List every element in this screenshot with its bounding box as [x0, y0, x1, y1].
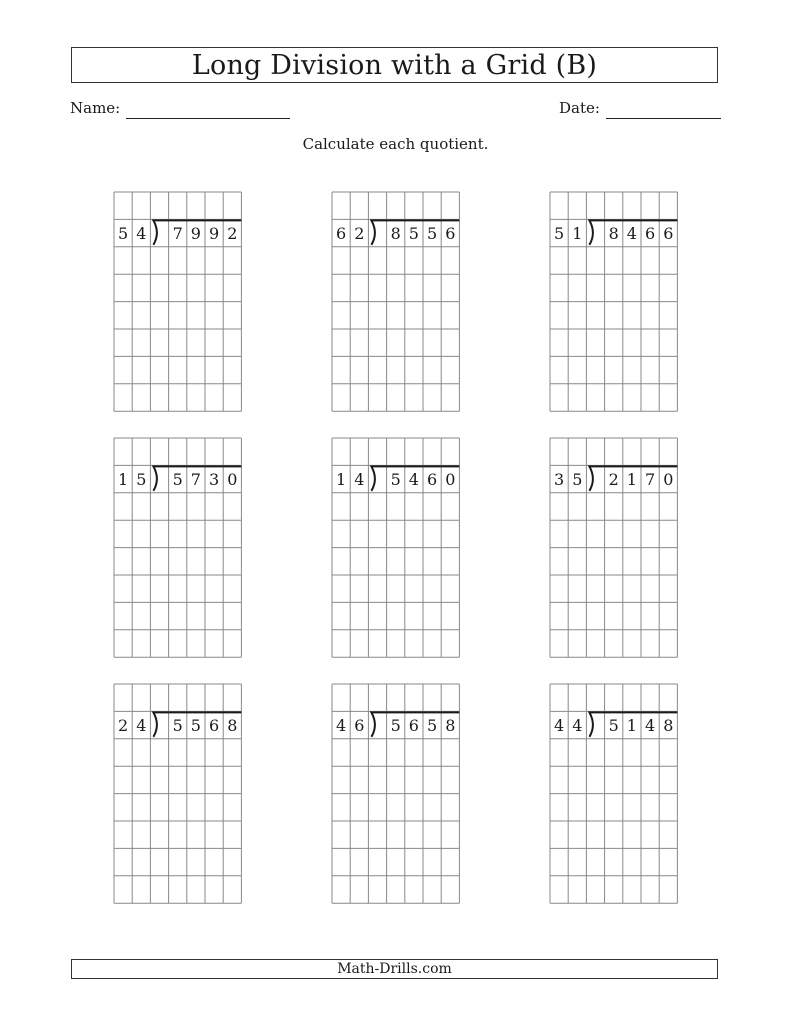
footer	[71, 959, 718, 979]
dividend-digit: 6	[427, 470, 438, 490]
division-grid	[331, 191, 460, 412]
divisor-digit: 5	[118, 224, 129, 244]
dividend-digit: 8	[608, 224, 619, 244]
dividend-digit: 8	[227, 716, 238, 736]
dividend-digit: 5	[427, 224, 438, 244]
dividend-digit: 9	[209, 224, 220, 244]
date-line[interactable]	[606, 118, 721, 119]
dividend-digit: 8	[663, 716, 674, 736]
division-problem[interactable]	[113, 683, 242, 904]
footer-text: Math-Drills.com	[337, 961, 452, 977]
worksheet-title	[71, 47, 718, 83]
dividend-digit: 4	[626, 224, 637, 244]
dividend-digit: 0	[445, 470, 456, 490]
dividend-digit: 6	[663, 224, 674, 244]
dividend-digit: 6	[445, 224, 456, 244]
divisor-digit: 4	[336, 716, 347, 736]
division-grid	[331, 683, 460, 904]
dividend-digit: 5	[427, 716, 438, 736]
dividend-digit: 7	[172, 224, 183, 244]
divisor-digit: 5	[554, 224, 565, 244]
dividend-digit: 8	[390, 224, 401, 244]
division-problem[interactable]	[549, 191, 678, 412]
instructions: Calculate each quotient.	[302, 135, 489, 153]
divisor-digit: 4	[554, 716, 565, 736]
dividend-digit: 5	[408, 224, 419, 244]
dividend-digit: 2	[608, 470, 619, 490]
division-problem[interactable]	[549, 683, 678, 904]
dividend-digit: 6	[209, 716, 220, 736]
division-grid	[549, 437, 678, 658]
division-problem[interactable]	[113, 191, 242, 412]
dividend-digit: 4	[408, 470, 419, 490]
dividend-digit: 6	[408, 716, 419, 736]
dividend-digit: 8	[445, 716, 456, 736]
divisor-digit: 4	[572, 716, 583, 736]
divisor-digit: 4	[354, 470, 365, 490]
divisor-digit: 4	[136, 224, 147, 244]
dividend-digit: 7	[190, 470, 201, 490]
dividend-digit: 1	[626, 716, 637, 736]
dividend-digit: 0	[663, 470, 674, 490]
division-grid	[331, 437, 460, 658]
divisor-digit: 6	[336, 224, 347, 244]
dividend-digit: 6	[645, 224, 656, 244]
name-line[interactable]	[126, 118, 290, 119]
division-problem[interactable]	[549, 437, 678, 658]
divisor-digit: 2	[354, 224, 365, 244]
divisor-digit: 6	[354, 716, 365, 736]
dividend-digit: 9	[190, 224, 201, 244]
division-grid	[549, 683, 678, 904]
divisor-digit: 5	[136, 470, 147, 490]
divisor-digit: 4	[136, 716, 147, 736]
divisor-digit: 1	[336, 470, 347, 490]
divisor-digit: 1	[118, 470, 129, 490]
dividend-digit: 3	[209, 470, 220, 490]
division-grid	[113, 437, 242, 658]
division-problem[interactable]	[331, 191, 460, 412]
dividend-digit: 7	[645, 470, 656, 490]
division-problem[interactable]	[331, 437, 460, 658]
division-grid	[549, 191, 678, 412]
division-grid	[113, 683, 242, 904]
dividend-digit: 1	[626, 470, 637, 490]
division-grid	[113, 191, 242, 412]
dividend-digit: 4	[645, 716, 656, 736]
dividend-digit: 5	[172, 716, 183, 736]
dividend-digit: 5	[172, 470, 183, 490]
dividend-digit: 2	[227, 224, 238, 244]
dividend-digit: 5	[390, 716, 401, 736]
date-label: Date:	[559, 99, 600, 117]
division-problem[interactable]	[331, 683, 460, 904]
worksheet-title-text: Long Division with a Grid (B)	[191, 49, 598, 81]
division-problem[interactable]	[113, 437, 242, 658]
name-label: Name:	[70, 99, 121, 117]
divisor-digit: 5	[572, 470, 583, 490]
dividend-digit: 5	[190, 716, 201, 736]
divisor-digit: 2	[118, 716, 129, 736]
dividend-digit: 5	[390, 470, 401, 490]
divisor-digit: 3	[554, 470, 565, 490]
divisor-digit: 1	[572, 224, 583, 244]
dividend-digit: 0	[227, 470, 238, 490]
dividend-digit: 5	[608, 716, 619, 736]
